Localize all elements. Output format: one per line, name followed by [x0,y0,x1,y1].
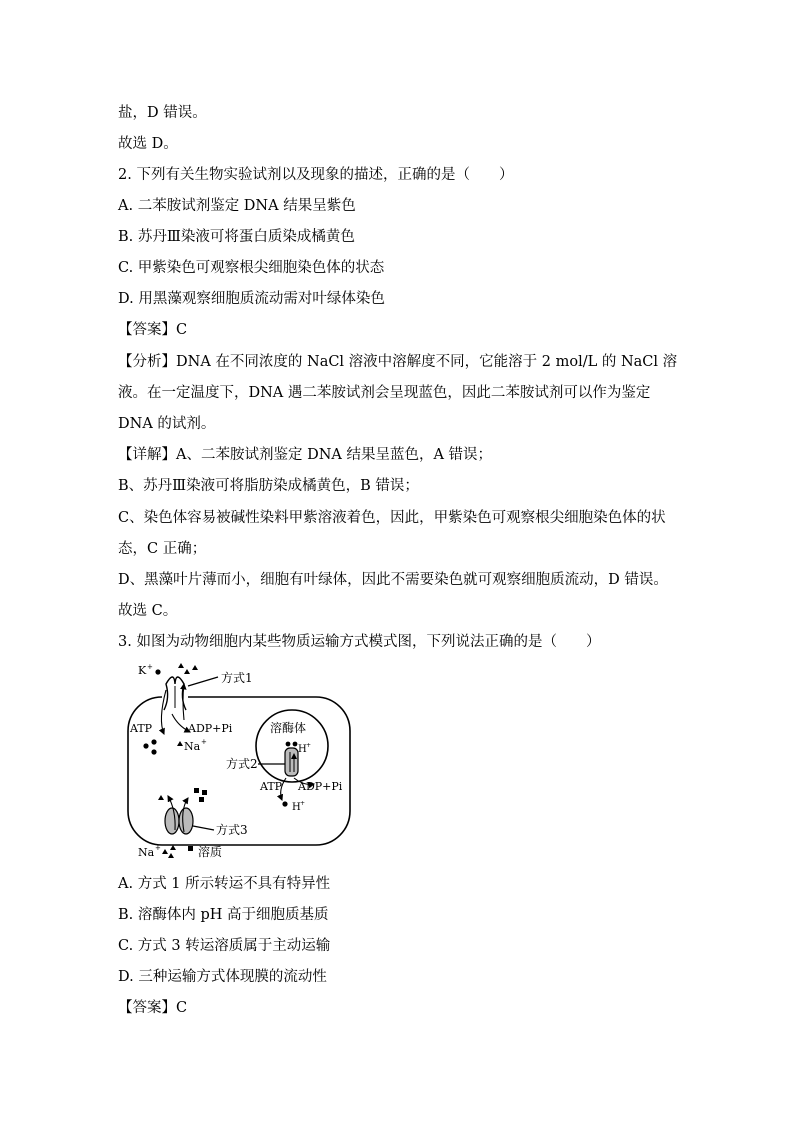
question-3-option-c: C. 方式 3 转运溶质属于主动运输 [118,938,331,954]
mode-3-label: 方式3 [216,823,248,837]
adp-label-2: ADP+Pi [298,780,343,793]
lysosome-label: 溶酶体 [270,721,307,735]
solute-label: 溶质 [198,845,223,859]
mode-3-pointer [193,826,214,830]
proton-label-inside: H [298,744,307,755]
sodium-ion-icon [177,741,183,746]
question-2-option-d: D. 用黑藻观察细胞质流动需对叶绿体染色 [118,291,385,307]
text-line: 盐，D 错误。 [118,105,207,121]
sodium-potassium-pump [162,677,188,710]
question-3-answer: 【答案】C [118,1000,188,1016]
question-2-answer: 【答案】C [118,322,188,338]
solute-icon [202,790,207,795]
sodium-ion-icon [178,663,198,674]
sodium-superscript-1: + [201,738,207,746]
solute-icon [194,788,199,793]
atp-label-1: ATP [130,722,153,735]
proton-icon [293,742,298,747]
proton-icon [282,801,287,806]
question-2-detail-c: C、染色体容易被碱性染料甲紫溶液着色，因此，甲紫染色可观察根尖细胞染色体的状态，C 正确； [118,510,666,557]
transport-diagram [118,660,358,865]
solute-icon [199,797,204,802]
cotransporter [165,808,193,834]
proton-superscript-outside: + [300,800,306,807]
potassium-ion-icon [143,743,148,748]
question-3-option-d: D. 三种运输方式体现膜的流动性 [118,969,327,985]
atp-label-2: ATP [260,780,283,793]
proton-icon [286,742,291,747]
question-2-option-c: C. 甲紫染色可观察根尖细胞染色体的状态 [118,260,385,276]
question-2-detail-d: D、黑藻叶片薄而小，细胞有叶绿体，因此不需要染色就可观察细胞质流动，D 错误。 [118,572,668,588]
sodium-superscript-2: + [155,844,161,852]
proton-label-outside: H [292,802,301,813]
question-2-detail-b: B、苏丹Ⅲ染液可将脂肪染成橘黄色，B 错误； [118,478,419,494]
sodium-label-2: Na [138,846,155,859]
conclusion-line: 故选 D。 [118,136,178,152]
mode-1-pointer [188,677,218,686]
potassium-ion-icon [151,749,156,754]
mode-1-label: 方式1 [221,671,253,685]
potassium-superscript: + [147,663,153,671]
potassium-ion-icon [155,669,160,674]
question-2-option-b: B. 苏丹Ⅲ染液可将蛋白质染成橘黄色 [118,229,355,245]
adp-label-1: ADP+Pi [188,722,233,735]
proton-superscript-inside: + [306,742,312,749]
sodium-ion-icon [162,845,176,858]
question-3-stem: 3. 如图为动物细胞内某些物质运输方式模式图，下列说法正确的是（ ） [118,634,601,650]
potassium-ion-icon [151,739,156,744]
question-3-option-b: B. 溶酶体内 pH 高于细胞质基质 [118,907,329,923]
question-2-stem: 2. 下列有关生物实验试剂以及现象的描述，正确的是（ ） [118,167,514,183]
sodium-ion-icon [158,795,164,800]
question-2-conclusion: 故选 C。 [118,603,178,619]
question-3-option-a: A. 方式 1 所示转运不具有特异性 [118,876,331,892]
mode-2-label: 方式2 [226,757,258,771]
solute-icon [188,846,193,851]
sodium-label-1: Na [184,740,201,753]
question-2-analysis: 【分析】DNA 在不同浓度的 NaCl 溶液中溶解度不同，它能溶于 2 mol/L 的 NaCl 溶液。在一定温度下，DNA 遇二苯胺试剂会呈现蓝色，因此二苯胺试剂可以作为鉴定 DNA 的试剂。 [118,354,678,432]
proton-pump [285,748,298,776]
question-2-option-a: A. 二苯胺试剂鉴定 DNA 结果呈紫色 [118,198,356,214]
potassium-label: K [138,664,147,677]
question-2-detail-a: 【详解】A、二苯胺试剂鉴定 DNA 结果呈蓝色，A 错误； [118,447,493,463]
